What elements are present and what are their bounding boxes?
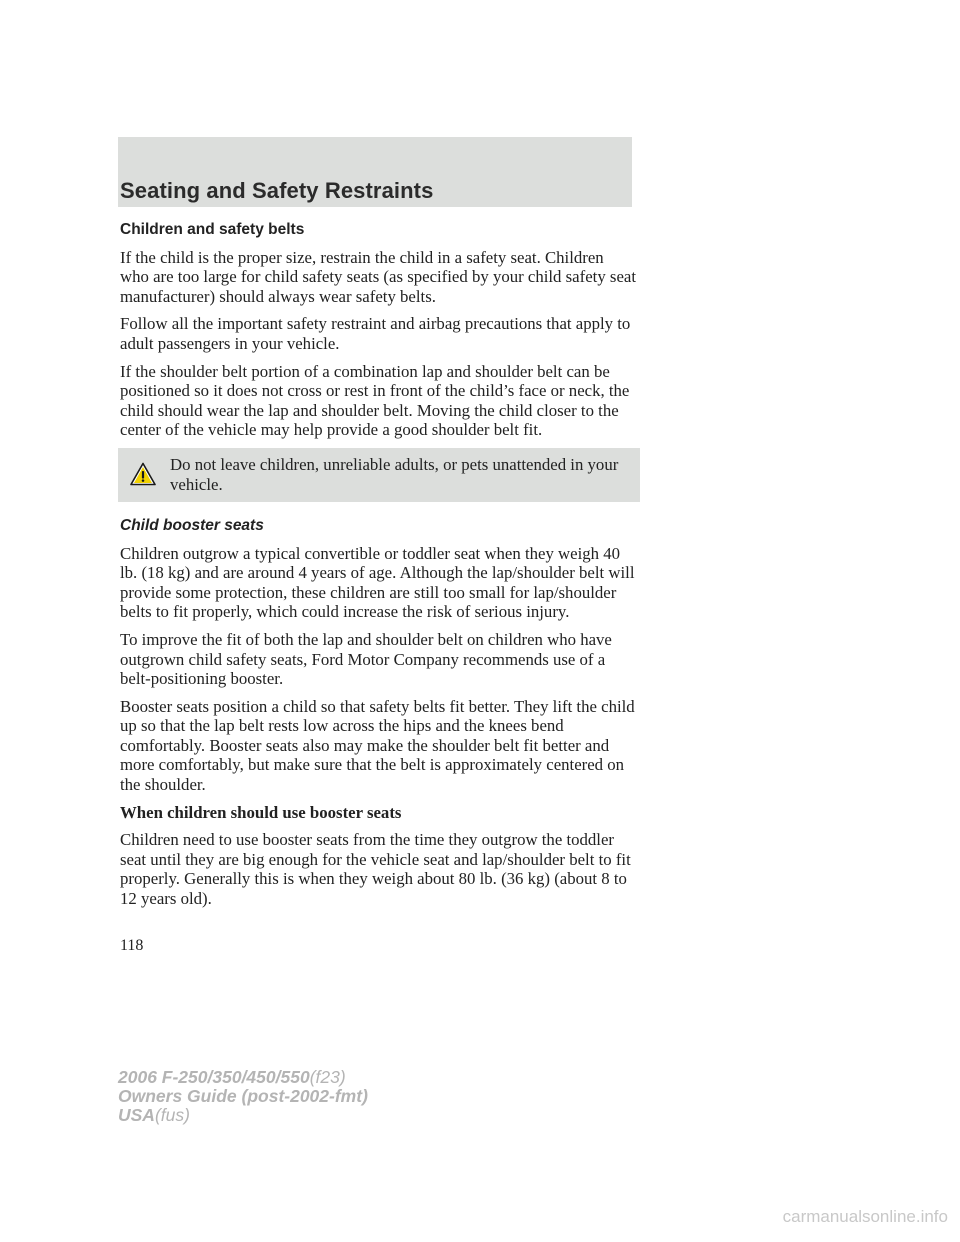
paragraph: To improve the fit of both the lap and shoulder belt on children who have outgrown child safety seats, Ford Motor Company recommends use of a belt-positioning booster. xyxy=(120,629,612,689)
warning-box xyxy=(118,448,640,502)
document-footer xyxy=(118,1068,368,1125)
paragraph: If the shoulder belt portion of a combination lap and shoulder belt can be positioned so it does not cross or rest in front of the child’s face or neck, the child should wear the lap and shoulder belt. Moving the child closer to the center of the vehicle may help provide a good shoulder belt fit. xyxy=(120,361,630,440)
page-content xyxy=(120,220,636,917)
footer-model: 2006 F-250/350/450/550 xyxy=(118,1067,310,1087)
warning-text: Do not leave children, unreliable adults, or pets unattended in your vehicle. xyxy=(170,454,619,494)
footer-line-model xyxy=(118,1068,368,1087)
footer-region: USA xyxy=(118,1105,155,1125)
footer-region-code: (fus) xyxy=(154,1105,190,1125)
warning-triangle-icon xyxy=(130,462,156,486)
page-header-title: Seating and Safety Restraints xyxy=(120,178,434,203)
paragraph: Children need to use booster seats from the time they outgrow the toddler seat until they are big enough for the vehicle seat and lap/shoulder belt to fit properly. Generally this is when they weigh about 80 lb. (36 kg) (about 8 to 12 years old). xyxy=(120,830,631,909)
section-heading-children-safety-belts: Children and safety belts xyxy=(120,221,305,238)
footer-guide: Owners Guide (post-2002-fmt) xyxy=(118,1086,368,1106)
footer-line-guide xyxy=(118,1087,368,1106)
paragraph: Booster seats position a child so that safety belts fit better. They lift the child up so that the lap belt rests low across the hips and the knees bend comfortably. Booster seats also may make the shoulder belt fit better and more comfortably, but make sure that the belt is approximately centered on the shoulder. xyxy=(120,696,635,795)
paragraph: If the child is the proper size, restrain the child in a safety seat. Children who are too large for child safety seats (as specified by your child safety seat manufacturer) should always wear safety belts. xyxy=(120,247,636,306)
watermark-text: carmanualsonline.info xyxy=(782,1207,948,1226)
section-heading-child-booster-seats: Child booster seats xyxy=(120,516,264,534)
section-heading-when-booster-seats: When children should use booster seats xyxy=(120,802,402,822)
footer-model-code: (f23) xyxy=(309,1067,346,1087)
paragraph: Children outgrow a typical convertible or toddler seat when they weigh 40 lb. (18 kg) and are around 4 years of age. Although the lap/shoulder belt will provide some protection, these children are still too small for lap/shoulder belts to fit properly, which could increase the risk of serious injury. xyxy=(120,543,635,622)
page-number: 118 xyxy=(120,937,144,954)
paragraph: Follow all the important safety restraint and airbag precautions that apply to adult passengers in your vehicle. xyxy=(120,314,631,353)
footer-line-region xyxy=(118,1106,368,1125)
